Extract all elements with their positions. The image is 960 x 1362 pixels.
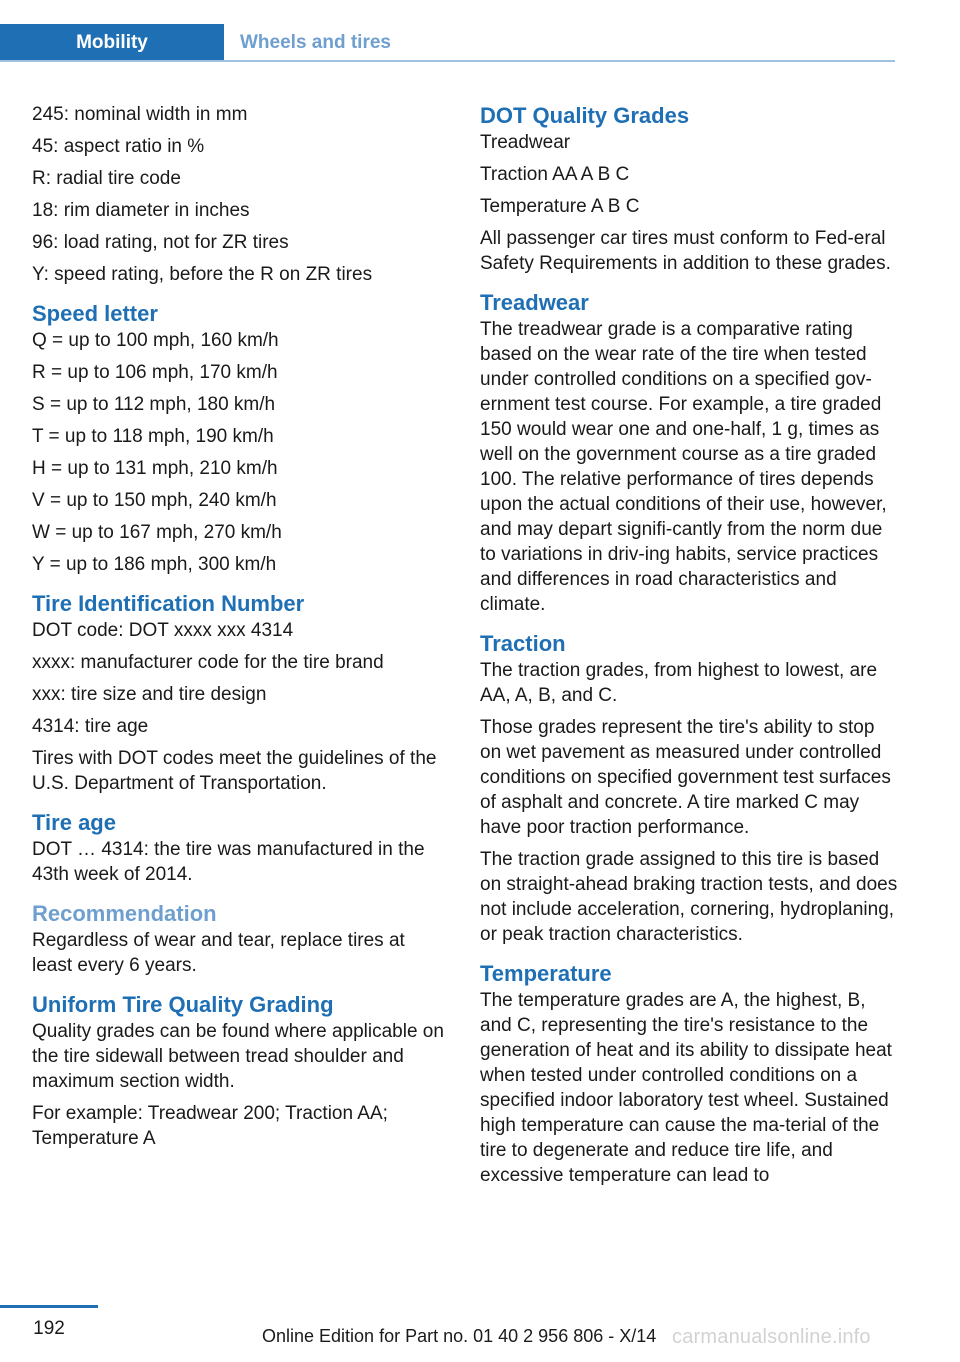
tin-line: xxx: tire size and tire design	[32, 684, 267, 705]
right-column	[480, 102, 898, 1195]
tire-code-line: 245: nominal width in mm	[32, 104, 248, 125]
utqg-example: For example: Treadwear 200; Traction AA; Temperature A	[32, 1103, 388, 1149]
heading-speed-letter: Speed letter	[32, 301, 158, 326]
utqg-paragraph: Quality grades can be found where applicable on the tire sidewall between tread shoulder and maximum section width.	[32, 1021, 444, 1092]
watermark: carmanualsonline.info	[672, 1326, 871, 1348]
treadwear-paragraph: The treadwear grade is a comparative rating based on the wear rate of the tire when tested under controlled conditions on a specified gov‐ernment test course. For example, a tire graded 150 would wear one and one-half, 1 g, times as well on the government course as a tire graded 100. The relative performance of tires depends upon the actual conditions of their use, however, and may depart signifi‐cantly from the norm due to variations in driv‐ing habits, service practices and differences in road characteristics and climate.	[480, 319, 887, 615]
speed-letter-line: R = up to 106 mph, 170 km/h	[32, 362, 278, 383]
traction-paragraph: The traction grades, from highest to lowest, are AA, A, B, and C.	[480, 660, 878, 706]
recommendation-paragraph: Regardless of wear and tear, replace tires at least every 6 years.	[32, 930, 405, 976]
left-column	[32, 102, 448, 1158]
tire-code-line: 18: rim diameter in inches	[32, 200, 250, 221]
tin-line: 4314: tire age	[32, 716, 149, 737]
dot-grade-line: Temperature A B C	[480, 196, 640, 217]
temperature-paragraph: The temperature grades are A, the highest, B, and C, representing the tire's resistance to the generation of heat and its ability to dissipate heat when tested under controlled conditions on a specified indoor laboratory test wheel. Sustained high temperature can cause the ma‐terial of the tire to degenerate and reduce tire life, and excessive temperature can lead to	[480, 990, 892, 1186]
speed-letter-line: V = up to 150 mph, 240 km/h	[32, 490, 277, 511]
heading-treadwear: Treadwear	[480, 290, 589, 315]
dot-grade-line: Traction AA A B C	[480, 164, 630, 185]
edition-label: Online Edition for Part no. 01 40 2 956 806 - X/14	[262, 1326, 657, 1346]
speed-letter-line: W = up to 167 mph, 270 km/h	[32, 522, 282, 543]
tire-code-line: R: radial tire code	[32, 168, 181, 189]
page-number-rule	[0, 1305, 98, 1308]
tire-code-line: 45: aspect ratio in %	[32, 136, 205, 157]
heading-temperature: Temperature	[480, 961, 612, 986]
tab-mobility[interactable]: Mobility	[0, 24, 224, 62]
speed-letter-line: Q = up to 100 mph, 160 km/h	[32, 330, 279, 351]
page-header	[0, 0, 960, 62]
speed-letter-line: S = up to 112 mph, 180 km/h	[32, 394, 276, 415]
tin-line: DOT code: DOT xxxx xxx 4314	[32, 620, 294, 641]
tire-code-line: 96: load rating, not for ZR tires	[32, 232, 289, 253]
traction-paragraph: Those grades represent the tire's ability to stop on wet pavement as measured under controlled conditions on specified government test surfaces of asphalt and concrete. A tire marked C may have poor traction performance.	[480, 717, 891, 838]
speed-letter-line: H = up to 131 mph, 210 km/h	[32, 458, 278, 479]
heading-tire-age: Tire age	[32, 810, 116, 835]
tab-wheels-and-tires[interactable]: Wheels and tires	[240, 32, 391, 53]
page-number: 192	[33, 1318, 65, 1339]
dot-grade-line: Treadwear	[480, 132, 571, 153]
tin-paragraph: Tires with DOT codes meet the guidelines of the U.S. Department of Transportation.	[32, 748, 437, 794]
dot-grades-paragraph: All passenger car tires must conform to Fed‐eral Safety Requirements in addition to these grades.	[480, 228, 891, 274]
tin-line: xxxx: manufacturer code for the tire brand	[32, 652, 384, 673]
tire-code-line: Y: speed rating, before the R on ZR tires	[32, 264, 373, 285]
heading-recommendation: Recommendation	[32, 901, 217, 926]
page-footer	[0, 1300, 960, 1362]
heading-tire-identification-number: Tire Identification Number	[32, 591, 305, 616]
heading-dot-quality-grades: DOT Quality Grades	[480, 103, 690, 128]
heading-uniform-tire-quality-grading: Uniform Tire Quality Grading	[32, 992, 334, 1017]
header-divider	[0, 60, 895, 62]
traction-paragraph: The traction grade assigned to this tire is based on straight-ahead braking traction tests, and does not include acceleration, cornering, hydroplaning, or peak traction characteristics.	[480, 849, 898, 945]
tire-age-paragraph: DOT … 4314: the tire was manufactured in the 43th week of 2014.	[32, 839, 425, 885]
speed-letter-line: T = up to 118 mph, 190 km/h	[32, 426, 274, 447]
speed-letter-line: Y = up to 186 mph, 300 km/h	[32, 554, 277, 575]
heading-traction: Traction	[480, 631, 566, 656]
